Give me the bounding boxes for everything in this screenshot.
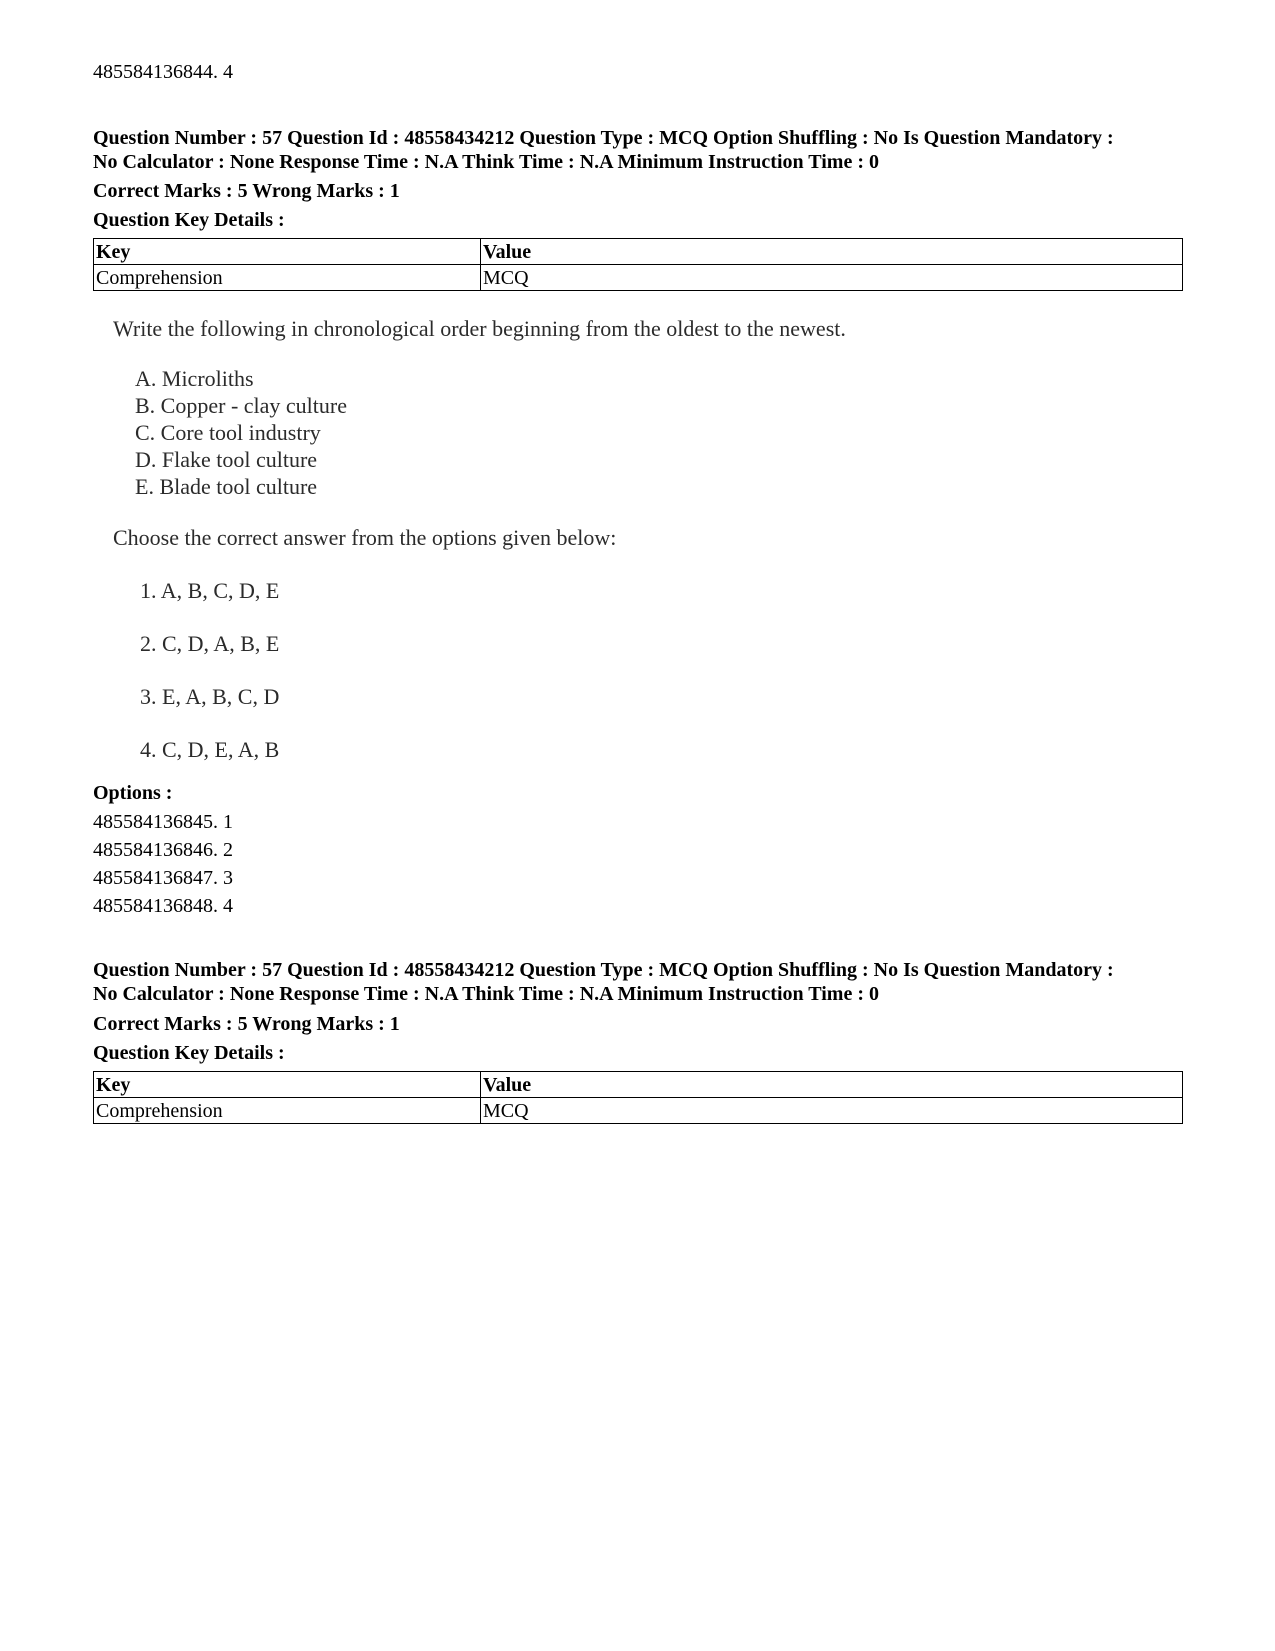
table-header-row	[94, 1072, 1183, 1098]
question-header	[93, 126, 1183, 174]
marks-line: Correct Marks : 5 Wrong Marks : 1	[93, 1013, 400, 1035]
answer-choice: 4. C, D, E, A, B	[140, 737, 280, 762]
table-row	[94, 1098, 1183, 1124]
marks-line: Correct Marks : 5 Wrong Marks : 1	[93, 180, 400, 202]
table-header-value: Value	[481, 239, 1183, 265]
previous-option-line: 485584136844. 4	[93, 61, 233, 83]
table-header-value: Value	[481, 1072, 1183, 1098]
table-cell-value: MCQ	[481, 1098, 1183, 1124]
question-header	[93, 958, 1183, 1006]
question-content	[93, 300, 1093, 780]
question-instruction: Choose the correct answer from the options given below:	[113, 525, 617, 550]
question-header-line-1: Question Number : 57 Question Id : 48558434212 Question Type : MCQ Option Shuffling : No Is Question Mandatory :	[93, 127, 1114, 149]
question-prompt: Write the following in chronological order beginning from the oldest to the newest.	[113, 316, 846, 341]
table-cell-key: Comprehension	[94, 265, 481, 291]
table-header-key: Key	[94, 239, 481, 265]
option-line: 485584136848. 4	[93, 895, 233, 917]
question-item: A. Microliths	[135, 366, 254, 391]
key-details-table	[93, 238, 1183, 291]
option-line: 485584136847. 3	[93, 867, 233, 889]
option-line: 485584136845. 1	[93, 811, 233, 833]
table-header-row	[94, 239, 1183, 265]
key-details-table	[93, 1071, 1183, 1124]
question-item: E. Blade tool culture	[135, 474, 318, 499]
question-header-line-2: No Calculator : None Response Time : N.A Think Time : N.A Minimum Instruction Time : 0	[93, 983, 879, 1005]
question-header-line-2: No Calculator : None Response Time : N.A Think Time : N.A Minimum Instruction Time : 0	[93, 151, 879, 173]
question-item: B. Copper - clay culture	[135, 393, 347, 418]
answer-choice: 3. E, A, B, C, D	[140, 684, 280, 709]
option-line: 485584136846. 2	[93, 839, 233, 861]
key-details-label: Question Key Details :	[93, 1042, 285, 1064]
key-details-label: Question Key Details :	[93, 209, 285, 231]
options-label: Options :	[93, 782, 173, 804]
table-cell-value: MCQ	[481, 265, 1183, 291]
question-header-line-1: Question Number : 57 Question Id : 48558434212 Question Type : MCQ Option Shuffling : No Is Question Mandatory :	[93, 959, 1114, 981]
table-cell-key: Comprehension	[94, 1098, 481, 1124]
answer-choice: 2. C, D, A, B, E	[140, 631, 280, 656]
table-row	[94, 265, 1183, 291]
answer-choice: 1. A, B, C, D, E	[140, 578, 280, 603]
question-item: D. Flake tool culture	[135, 447, 318, 472]
question-item: C. Core tool industry	[135, 420, 321, 445]
table-header-key: Key	[94, 1072, 481, 1098]
